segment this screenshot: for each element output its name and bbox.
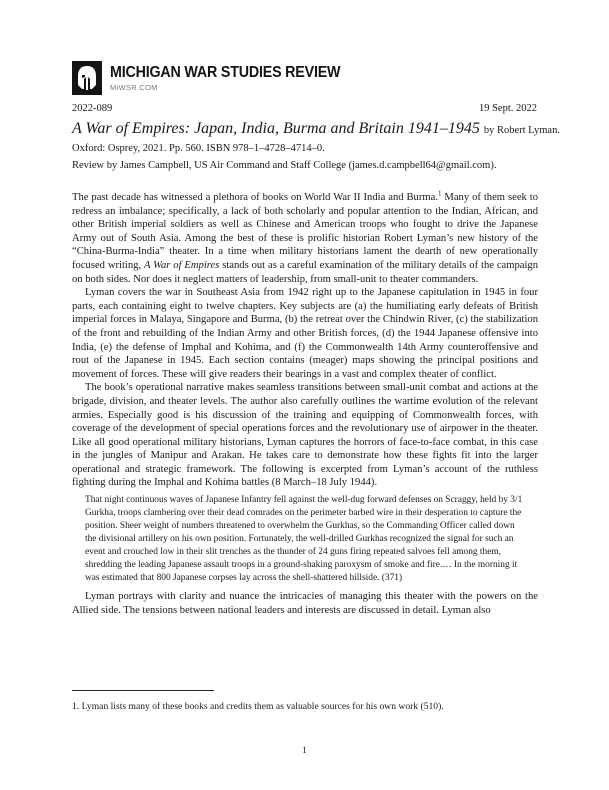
journal-url[interactable]: MiWSR.COM bbox=[110, 83, 158, 92]
book-title-italic: A War of Empires bbox=[143, 259, 220, 271]
book-title: A War of Empires: Japan, India, Burma and Britain 1941–1945 bbox=[72, 120, 480, 137]
paragraph-1-text-c: stands out as a careful examination of the military details of the campaign on both sides. Nor does it neglect matters of leadership, from small-unit to theater commanders. bbox=[72, 259, 539, 285]
journal-title: MICHIGAN WAR STUDIES REVIEW bbox=[110, 64, 341, 81]
spartan-helmet-icon bbox=[72, 61, 102, 95]
paragraph-4: Lyman portrays with clarity and nuance the intricacies of managing this theater with the powers on the Allied side. The tensions between national leaders and interests are discussed in detail. Lyman also bbox=[72, 591, 538, 616]
review-body bbox=[72, 191, 538, 618]
masthead bbox=[72, 56, 360, 100]
reviewer-info: Review by James Campbell, US Air Command and Staff College (james.d.campbell64@gmail.com). bbox=[72, 160, 497, 171]
footnote-divider bbox=[72, 690, 214, 691]
publication-info: Oxford: Osprey, 2021. Pp. 560. ISBN 978–1–4728–4714–0. bbox=[72, 143, 325, 154]
paragraph-1 bbox=[72, 191, 538, 286]
footnote-1: 1. Lyman lists many of these books and credits them as valuable sources for his own work (510). bbox=[72, 701, 444, 712]
page-number: 1 bbox=[302, 745, 307, 755]
book-byline: by Robert Lyman. bbox=[483, 125, 560, 136]
paragraph-1-text-a: The past decade has witnessed a plethora of books on World War II India and Burma. bbox=[72, 192, 438, 203]
review-date: 19 Sept. 2022 bbox=[478, 103, 537, 114]
footnote-ref[interactable]: 1 bbox=[437, 189, 442, 198]
paragraph-3: The book’s operational narrative makes seamless transitions between small-unit combat and actions at the brigade, division, and theater levels. The author also carefully outlines the wartime evolution of the relevant armies. Especially good is his discussion of the training and equipping of Commonwealth forces, with coverage of the development of special operations forces and the revolutionary use of airpower in the theater. Like all good operational military historians, Lyman captures the horrors of face-to-face combat, in this case in the jungles of Manipur and Arakan. He takes care to demonstrate how these fights fit into the larger operational and strategic framework. The following is excerpted from Lyman’s account of the ruthless fighting during the Imphal and Kohima battles (8 March–18 July 1944). bbox=[72, 382, 538, 489]
review-id: 2022-089 bbox=[72, 103, 113, 114]
block-quote: That night continuous waves of Japanese Infantry fell against the well-dug forward defenses on Scraggy, held by 3/1 Gurkha, troops clambering over their dead comrades on the perimeter barbed wire in their desperation to capture the position. Sheer weight of numbers threatened to overwhelm the Gurkhas, so the Commanding Officer called down the divisional artillery on his own position. Fortunately, the well-drilled Gurkhas recognized the signal for such an event and crouched low in their slit trenches as the thunder of 24 guns firing repeated salvoes fell among them, shredding the leading Japanese assault troops in a ground-shaking paroxysm of smoke and fire.… In the morning it was estimated that 800 Japanese corpses lay across the shell-shattered hillside. (371) bbox=[85, 495, 523, 583]
book-title-line bbox=[72, 120, 560, 138]
paragraph-2: Lyman covers the war in Southeast Asia from 1942 right up to the Japanese capitulation in 1945 in four parts, each containing eight to twelve chapters. Key subjects are (a) the humiliating early defeats of British imperial forces in Malaya, Singapore and Burma, (b) the retreat over the Chindwin River, (c) the stabilization of the front and rebuilding of the Indian Army and other British forces, (d) the 1944 Japanese offensive into India, (e) the defense of Imphal and Kohima, and (f) the Commonwealth 14th Army counteroffensive and rout of the Japanese in 1945. Each section contains (meager) maps showing the principal positions and movement of forces. These will give readers their bearings in a vast and complex theater of conflict. bbox=[72, 287, 538, 380]
paragraph-1-text-b: Many of them seek to redress an imbalance; specifically, a lack of both scholarly and popular attention to the Indian, African, and other British imperial soldiers as well as Chinese and American troops who fought to drive the Japanese Army out of South Asia. Among the best of these is prolific historian Robert Lyman’s new history of the “China-Burma-India” theater. In a time when military historians lament the dearth of new operationally focused writing, bbox=[72, 192, 538, 271]
